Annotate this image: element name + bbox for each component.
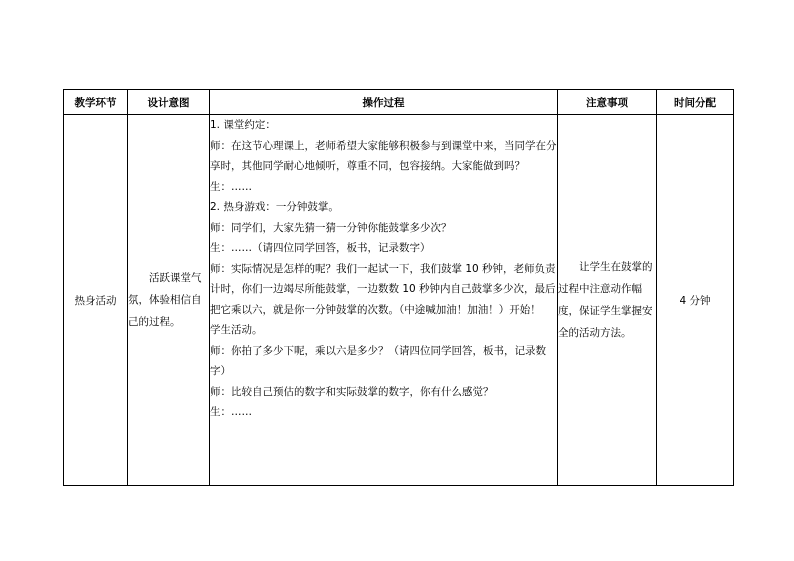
header-operation-process: 操作过程 — [210, 90, 558, 115]
process-line: 师：比较自己预估的数字和实际鼓掌的数字，你有什么感觉？ — [210, 385, 494, 398]
intent-text: 活跃课堂气氛，体验相信自己的过程。 — [128, 272, 202, 328]
notes-text: 让学生在鼓掌的过程中注意动作幅度，保证学生掌握安全的活动方法。 — [558, 261, 653, 339]
process-line: 师：实际情况是怎样的呢？我们一起试一下，我们鼓掌 10 秒钟，老师负责计时，你们一边竭尽所能鼓掌，一边数数 10 秒钟内自己鼓掌多少次，最后把它乘以六，就是你一分钟鼓掌的次数。（中途喊加油！加油！）开始！ — [210, 262, 556, 316]
process-line: 生：…… — [210, 180, 252, 193]
header-notes: 注意事项 — [558, 90, 657, 115]
lesson-plan-table — [63, 89, 734, 486]
process-line: 师：在这节心理课上，老师希望大家能够积极参与到课堂中来，当同学在分享时，其他同学耐心地倾听，尊重不同，包容接纳。大家能做到吗？ — [210, 139, 557, 172]
process-line: 师：同学们，大家先猜一猜一分钟你能鼓掌多少次？ — [210, 221, 452, 234]
header-time-allocation: 时间分配 — [657, 90, 734, 115]
time-cell: 4 分钟 — [657, 115, 734, 486]
process-line: 生：……（请四位同学回答，板书，记录数字） — [210, 242, 431, 254]
process-cell — [210, 115, 558, 486]
stage-cell: 热身活动 — [64, 115, 128, 486]
process-line: 学生活动。 — [210, 324, 263, 336]
header-row — [64, 90, 734, 115]
header-design-intent: 设计意图 — [128, 90, 210, 115]
process-line: 师：你拍了多少下呢，乘以六是多少？（请四位同学回答，板书，记录数字） — [210, 344, 546, 377]
notes-cell — [558, 115, 657, 486]
header-teaching-stage: 教学环节 — [64, 90, 128, 115]
intent-cell — [128, 115, 210, 486]
process-line: 2. 热身游戏：一分钟鼓掌。 — [210, 201, 339, 213]
process-line: 1. 课堂约定： — [210, 119, 276, 131]
process-line: 生：…… — [210, 406, 252, 418]
table-row — [64, 115, 734, 486]
